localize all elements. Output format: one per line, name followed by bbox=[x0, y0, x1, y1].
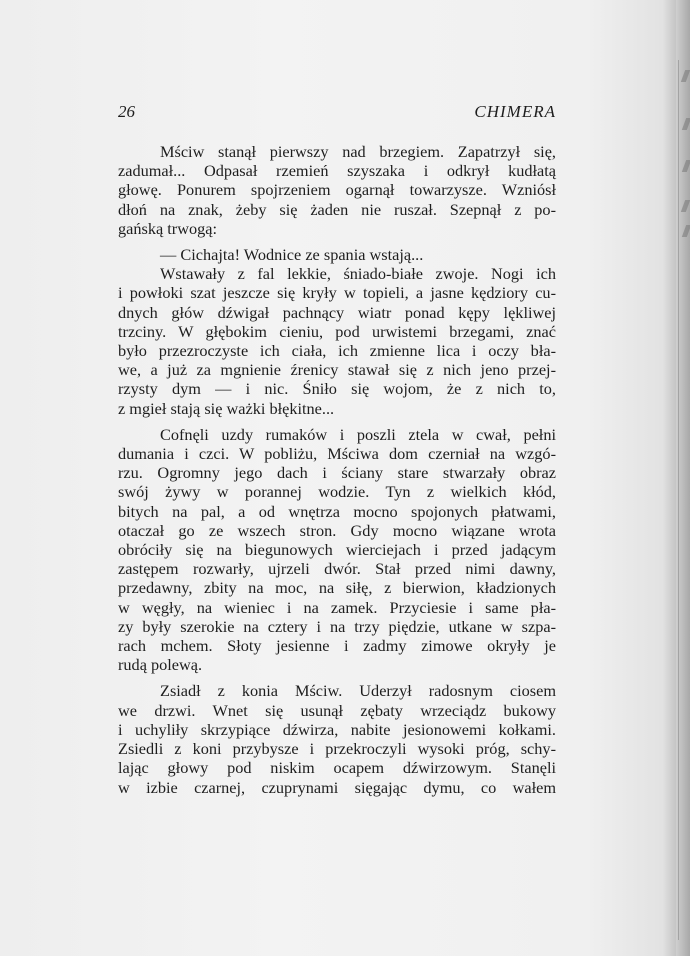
paragraph bbox=[118, 142, 556, 238]
text-line: Cofnęli uzdy rumaków i poszli ztela w cwał, pełni bbox=[160, 424, 556, 444]
text-line: rudą polewą. bbox=[118, 655, 203, 675]
text-line: bitych na pal, a od wnętrza mocno spojonych płatwami, bbox=[118, 501, 556, 521]
gutter-edge-line bbox=[678, 60, 679, 940]
text-line: Zsiedli z koni przybysze i przekroczyli wysoki próg, schy- bbox=[118, 739, 556, 759]
text-line: zy były szerokie na cztery i na trzy piędzie, utkane w szpa- bbox=[118, 616, 556, 636]
paragraph bbox=[118, 264, 556, 418]
running-head bbox=[118, 100, 556, 124]
text-line: rzysty dym — i nic. Śniło się wojom, że z nich to, bbox=[118, 379, 556, 399]
page-number: 26 bbox=[118, 102, 135, 121]
text-line: swój żywy w porannej wodzie. Tyn z wielkich kłód, bbox=[118, 482, 556, 502]
text-line: Wstawały z fal lekkie, śniado-białe zwoje. Nogi ich bbox=[160, 264, 556, 284]
text-line: rach mchem. Słoty jesienne i zadmy zimowe okryły je bbox=[118, 636, 556, 656]
text-line: dłoń na znak, żeby się żaden nie ruszał. Szepnął z po- bbox=[118, 199, 556, 219]
text-line: i powłoki szat jeszcze się kryły w topieli, a jasne kędziory cu- bbox=[118, 283, 556, 303]
text-line: we, a już za mgnienie źrenicy stawał się z nich jeno przej- bbox=[118, 360, 556, 380]
text-line: dnych głów dźwigał pachnący wiatr ponad kępy lękliwej bbox=[118, 302, 556, 322]
text-line: lając głowy pod niskim ocapem dźwirzowym. Stanęli bbox=[118, 758, 556, 778]
text-line: rzu. Ogromny jego dach i ściany stare stwarzały obraz bbox=[118, 463, 556, 483]
text-line: trzciny. W głębokim cieniu, pod urwistemi brzegami, znać bbox=[118, 321, 556, 341]
text-line: i uchyliły skrzypiące dźwirza, nabite jesionowemi kołkami. bbox=[118, 719, 556, 739]
text-line: w węgły, na wieniec i na zamek. Przyciesie i same pła- bbox=[118, 597, 556, 617]
text-line: obróciły się na biegunowych wierciejach i przed jadącym bbox=[118, 540, 556, 560]
paragraph bbox=[118, 425, 556, 675]
text-line: było przezroczyste ich ciała, ich zmienne lica i oczy bła- bbox=[118, 341, 556, 361]
text-line: głowę. Ponurem spojrzeniem ogarnął towarzysze. Wzniósł bbox=[118, 180, 556, 200]
text-line: gańską trwogą: bbox=[118, 218, 218, 238]
text-line: dumania i czci. W pobliżu, Mściwa dom czerniał na wzgó- bbox=[118, 444, 556, 464]
text-line: przedawny, zbity na moc, na siłę, z bierwion, kładzionych bbox=[118, 578, 556, 598]
text-line: we drzwi. Wnet się usunął zębaty wrzeciądz bukowy bbox=[118, 700, 556, 720]
text-line: zastępem rozwarły, ujrzeli dwór. Stał przed nimi dawny, bbox=[118, 559, 556, 579]
text-line: z mgieł stają się ważki błękitne... bbox=[118, 398, 335, 418]
dialogue-paragraph bbox=[118, 245, 556, 264]
body-text bbox=[118, 142, 556, 797]
text-line: w izbie czarnej, czuprynami sięgając dymu, co wałem bbox=[118, 777, 556, 797]
text-line: zadumał... Odpasał rzemień szyszaka i odkrył kudłatą bbox=[118, 161, 556, 181]
text-line: Zsiadł z konia Mściw. Uderzył radosnym ciosem bbox=[160, 681, 556, 701]
paragraph bbox=[118, 681, 556, 796]
running-title: CHIMERA bbox=[474, 102, 556, 121]
text-line: — Cichajta! Wodnice ze spania wstają... bbox=[160, 245, 424, 265]
text-line: Mściw stanął pierwszy nad brzegiem. Zapatrzył się, bbox=[160, 142, 556, 161]
text-line: otaczał go ze wszech stron. Gdy mocno wiązane wrota bbox=[118, 520, 556, 540]
